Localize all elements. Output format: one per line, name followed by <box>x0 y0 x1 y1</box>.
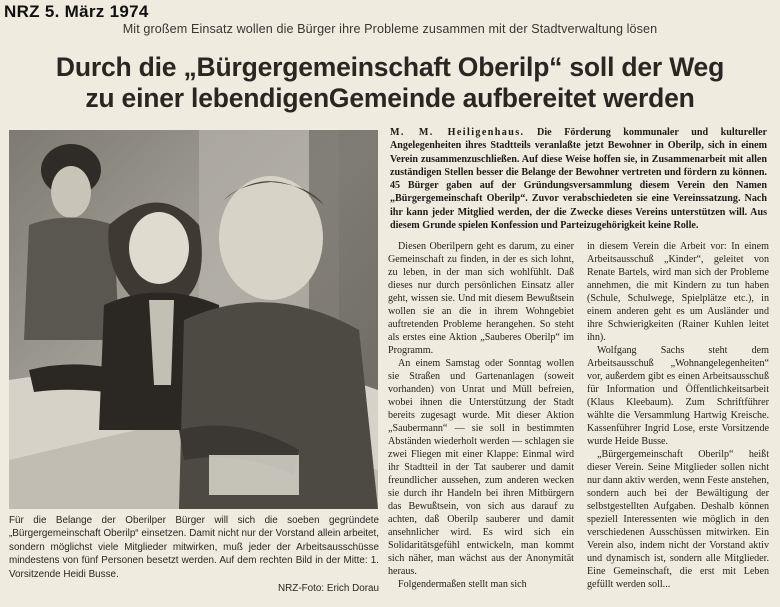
col1-paragraph: Diesen Oberilpern geht es darum, zu einer Gemeinschaft zu finden, in der es sich lohnt, zu leben, in der man sich wohlfühlt. Daß dieses nur durch persönlichen Einsatz aller geht, wissen sie. Und mit diesem Bewußtsein wollen sie an die in ihrem Wohngebiet auftretenden Probleme herangehen. So steht als erstes eine Aktion „Sauberes Oberilp“ im Programm. <box>388 241 574 356</box>
body-column-2 <box>587 240 769 591</box>
headline <box>0 52 780 114</box>
lead-text: Die Förderung kommunaler und kultureller Angelegenheiten ihres Stadtteils veranlaßte jetzt Bewohner in Oberilp, sich in einem Verein zusammenzuschließen. Auf diese Weise hoffen sie, in Zusammenarbeit mit allen zuständigen Stellen besser die Belange der Bewohner vertreten und fördern zu können. 45 Bürger gaben auf der Gründungsversammlung diesem Verein den Namen „Bürgergemeinschaft Oberilp“. Zuvor verabschiedeten sie eine Vereinssatzung. Nach ihr kann jeder Mitglied werden, der die Zwecke dieses Vereins unterstützen will. Aus diesem Grunde spielen Konfession und Parteizugehörigkeit keine Rolle. <box>390 127 767 231</box>
masthead-date: NRZ 5. März 1974 <box>4 2 149 21</box>
news-photo <box>9 130 378 509</box>
caption-text: Für die Belange der Oberilper Bürger will sich die soeben gegründete „Bürgergemeinschaft Oberilp“ einsetzen. Damit nicht nur der Vorstand allein arbeitet, sondern möglichst viele Mitglieder mitwirken, muß jeder der Arbeitsausschüsse mindestens von fünf Personen besetzt werden. Auf dem rechten Bild in der Mitte: 1. Vorsitzende Heidi Busse. <box>9 515 379 580</box>
headline-line-1: Durch die „Bürgergemeinschaft Oberilp“ soll der Weg <box>55 52 725 82</box>
photo-icon <box>9 130 378 509</box>
body-column-1 <box>388 240 574 591</box>
col1-paragraph: An einem Samstag oder Sonntag wollen sie Straßen und Gartenanlagen (soweit vorhanden) von Unrat und Müll befreien, wobei ihnen die Unterstützung der Stadt bereits zugesagt wurde. Mit dieser Aktion „Saubermann“ — sie soll in bestimmten Abständen wiederholt werden — schlagen sie zwei Fliegen mit einer Klappe: Einmal wird ihr Stadtteil in der Tat sauberer und damit freundlicher aussehen, zum anderen wecken sie durch ihr Handeln bei ihren Mitbürgern das Bewußtsein, von sich aus darauf zu achten, daß Oberilp sauberer und damit ansehnlicher wird. Es wird sich ein Solidaritätsgefühl entwickeln, man kommt sich näher, man wächst aus der Anonymität heraus. <box>388 358 574 577</box>
kicker-line: Mit großem Einsatz wollen die Bürger ihre Probleme zusammen mit der Stadtverwaltung lösen <box>122 22 658 36</box>
col2-paragraph: Wolfgang Sachs steht dem Arbeitsausschuß „Wohnangelegenheiten“ vor, außerdem gibt es einen Arbeitsausschuß für Information und Öffentlichkeitsarbeit (Klaus Kleebaum). Zum Schriftführer wählte die Versammlung Hartwig Kreische. Kassenführer Ingrid Lose, erste Vorsitzende wurde Heide Busse. <box>587 345 769 447</box>
lead-paragraph <box>390 126 767 232</box>
headline-line-2: zu einer lebendigenGemeinde aufbereitet werden <box>85 83 695 113</box>
dateline: M. M. Heiligenhaus. <box>390 127 525 138</box>
photo-credit: NRZ-Foto: Erich Dorau <box>278 583 379 595</box>
photo-caption <box>9 514 379 595</box>
col1-paragraph: Folgendermaßen stellt man sich <box>398 579 527 590</box>
col2-paragraph: in diesem Verein die Arbeit vor: In einem Arbeitsausschuß „Kinder“, geleitet von Renate Bartels, wird man sich der Probleme annehmen, die mit Kindern zu tun haben (Schule, Schulwege, Spielplätze etc.), in einem anderen geht es um Ausländer und ihre Schwierigkeiten (Rainer Kuhlen leitet ihn). <box>587 241 769 343</box>
col2-paragraph: „Bürgergemeinschaft Oberilp“ heißt dieser Verein. Seine Mitglieder sollen nicht nur dann aktiv werden, wenn Feste anstehen, sondern auch bei der Bewältigung der selbstgestellten Aufgaben. Deshalb können speziell Interessenten wie möglich in den verschiedenen Ausschüssen mitwirken. Ein Verein also, indem nicht der Vorstand aktiv und dynamisch ist, sondern alle Mitglieder. Eine Gemeinschaft, die erst mit Leben gefüllt werden soll... <box>587 449 769 590</box>
